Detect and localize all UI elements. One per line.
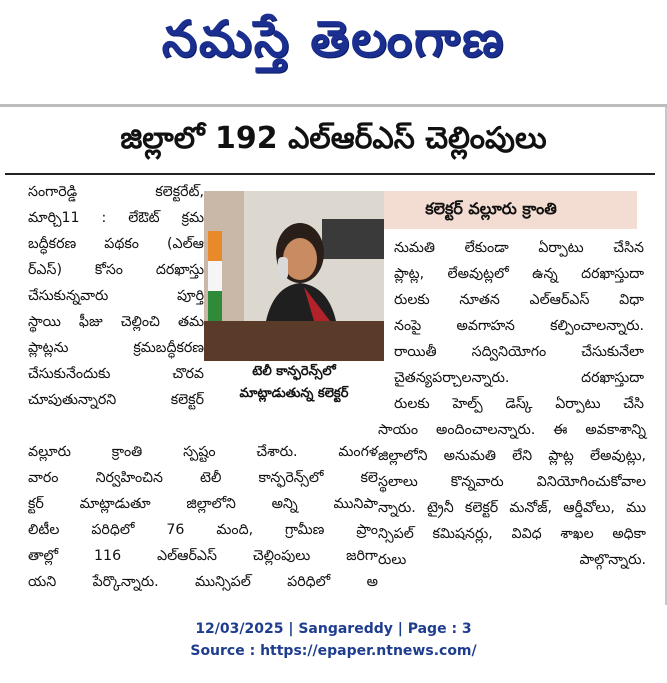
text-line: జిల్లాలోని అనుమతి లేని ప్లాట్ల లేఅవుట్లు, bbox=[378, 448, 646, 464]
text-line: లిటీల పరిధిలో 76 మంది, గ్రామీణ ప్రాం bbox=[28, 522, 378, 538]
text-line: చూపుతున్నారని కలెక్టర్ bbox=[28, 392, 204, 408]
text-line: ప్లాట్ల, లేఅవుట్లలో ఉన్న దరఖాస్తుదా bbox=[394, 266, 644, 282]
text-line: ప్లాట్లను క్రమబద్ధీకరణ bbox=[28, 340, 204, 356]
text-line: బద్ధీకరణ పథకం (ఎల్ఆ bbox=[28, 236, 204, 252]
text-line: చైతన్యపర్చాలన్నారు. దరఖాస్తుదా bbox=[394, 370, 644, 386]
right-bottom-text bbox=[378, 417, 646, 573]
text-line: వారం నిర్వహించిన టెలీ కాన్ఫరెన్స్‌లో కలె bbox=[28, 470, 378, 486]
date-line: 12/03/2025 | Sangareddy | Page : 3 bbox=[195, 621, 472, 637]
text-line: స్థలాలు కొన్నవారు వినియోగించుకోవాల bbox=[378, 474, 646, 490]
collector-photo bbox=[204, 191, 384, 361]
text-line: రులకు హెల్ప్ డెస్క్ ఏర్పాటు చేసి bbox=[394, 396, 644, 412]
text-line: సంగారెడ్డి కలెక్టరేట్, bbox=[28, 184, 204, 200]
headline-rule bbox=[5, 173, 655, 175]
text-line: ర్ఎస్) కోసం దరఖాస్తు bbox=[28, 262, 204, 278]
news-clipping bbox=[0, 107, 667, 605]
text-line: సాయం అందించాలన్నారు. ఈ అవకాశాన్ని bbox=[378, 422, 646, 438]
text-line: మార్చి11 : లేఔట్ క్రమ bbox=[28, 210, 204, 226]
newspaper-logo: నమస్తే తెలంగాణ bbox=[161, 9, 506, 68]
caption-line: టెలీ కాన్ఫరెన్స్‌లో bbox=[252, 364, 336, 379]
text-line: రులు పాల్గొన్నారు. bbox=[378, 552, 646, 568]
name-label-box bbox=[345, 191, 637, 229]
text-line: రులకు నూతన ఎల్ఆర్ఎస్ విధా bbox=[394, 292, 644, 308]
right-column-text bbox=[394, 235, 644, 417]
name-label: కలెక్టర్ వల్లూరు క్రాంతి bbox=[425, 198, 557, 218]
text-line: చేసుకున్నవారు పూర్తి bbox=[28, 288, 204, 304]
headline: జిల్లాలో 192 ఎల్ఆర్ఎస్ చెల్లింపులు bbox=[120, 121, 547, 156]
text-line: క్టర్ మాట్లాడుతూ జిల్లాలోని అన్ని మునిపా bbox=[28, 496, 378, 512]
text-line: వల్లూరు క్రాంతి స్పష్టం చేశారు. మంగళ bbox=[28, 444, 378, 460]
text-line: తాల్లో 116 ఎల్ఆర్ఎస్ చెల్లింపులు జరిగా bbox=[28, 548, 378, 564]
text-line: స్థాయి ఫీజు చెల్లించి తమ bbox=[28, 314, 204, 330]
text-line: న్సిపల్ కమిషనర్లు, వివిధ శాఖల అధికా bbox=[378, 526, 646, 542]
text-line: యని పేర్కొన్నారు. మున్సిపల్ పరిధిలో అ bbox=[28, 574, 378, 590]
text-line: న్నారు. ట్రైనీ కలెక్టర్ మనోజ్, ఆర్డీవోలు, ము bbox=[378, 500, 646, 516]
masthead bbox=[0, 0, 667, 90]
text-line: నంపై అవగాహన కల్పించాలన్నారు. bbox=[394, 318, 644, 334]
source-footer bbox=[0, 618, 667, 662]
text-line: నుమతి లేకుండా ఏర్పాటు చేసిన bbox=[394, 240, 644, 256]
left-bottom-text bbox=[28, 439, 378, 595]
photo-caption bbox=[206, 361, 382, 405]
source-link[interactable]: Source : https://epaper.ntnews.com/ bbox=[190, 643, 477, 659]
left-column-text bbox=[28, 179, 204, 413]
text-line: చేసుకునేందుకు చొరవ bbox=[28, 366, 204, 382]
text-line: రాయితీ సద్వినియోగం చేసుకునేలా bbox=[394, 344, 644, 360]
caption-line: మాట్లాడుతున్న కలెక్టర్ bbox=[239, 386, 349, 401]
